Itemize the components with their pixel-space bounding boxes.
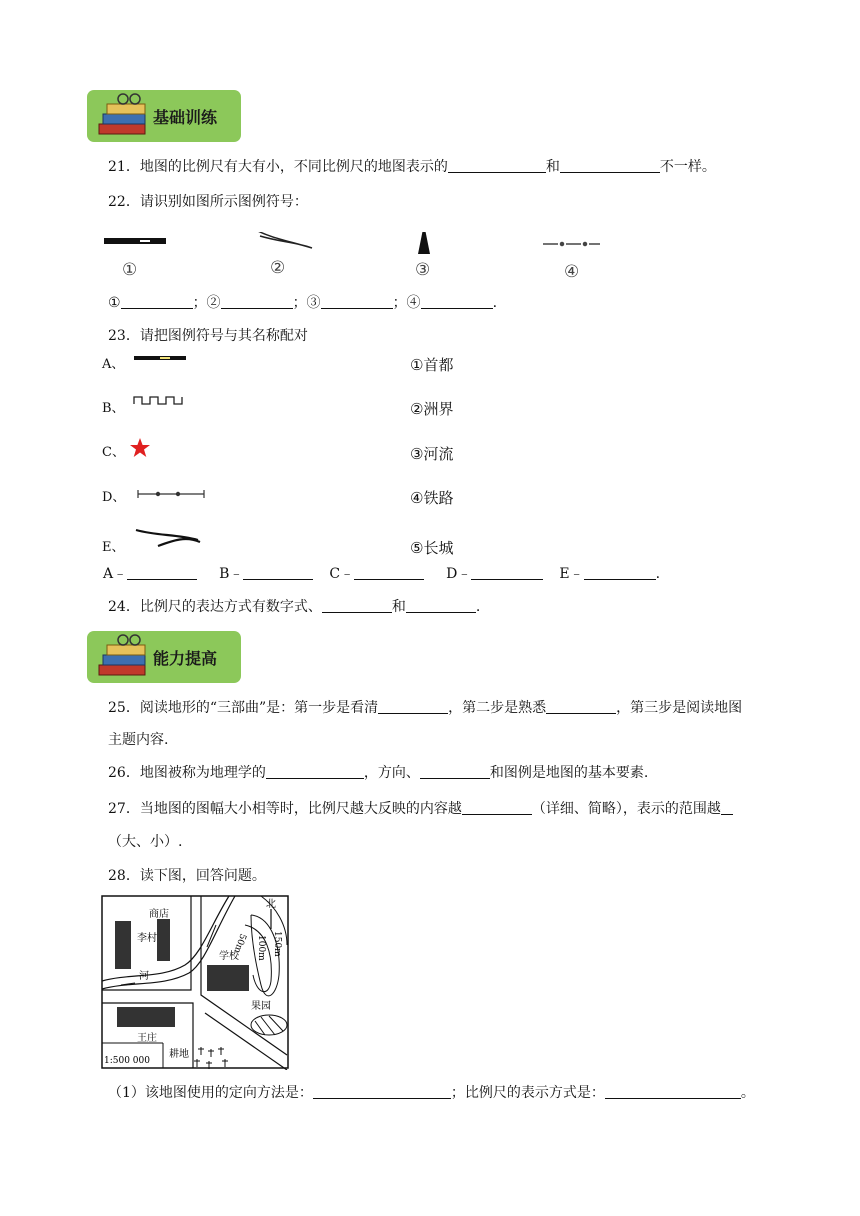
match-name: ⑤长城 xyxy=(410,539,454,557)
answer-blank[interactable] xyxy=(322,598,392,613)
match-name: ②洲界 xyxy=(410,400,454,418)
question-28: 28．读下图，回答问题。 xyxy=(108,868,266,884)
great-wall-symbol-icon xyxy=(134,356,186,360)
question-text: 和图例是地图的基本要素. xyxy=(489,765,649,781)
railway-symbol-icon xyxy=(543,243,600,246)
answer-label: A﹣ xyxy=(103,566,128,582)
question-text: ；比例尺的表示方式是： xyxy=(450,1085,605,1101)
answer-label: ；③ xyxy=(292,295,321,311)
question-text: 26．地图被称为地理学的 xyxy=(108,765,266,781)
answer-blank[interactable] xyxy=(721,800,733,815)
map-label-farmland: 耕地 xyxy=(169,1049,189,1060)
question-map xyxy=(101,895,291,1070)
road-symbol-icon xyxy=(104,238,166,244)
question-23-answers xyxy=(103,565,660,583)
question-23: 23．请把图例符号与其名称配对 xyxy=(108,328,308,344)
section-banner-advanced xyxy=(87,631,241,683)
match-letter: A、 xyxy=(102,357,125,372)
match-symbols xyxy=(128,350,218,560)
map-label-orchard: 果园 xyxy=(251,1001,271,1012)
question-text: ，第三步是阅读地图 xyxy=(616,700,743,716)
river-symbol-icon xyxy=(136,530,200,546)
answer-blank[interactable] xyxy=(243,565,313,580)
question-text: 25．阅读地形的“三部曲”是：第一步是看清 xyxy=(108,700,379,716)
question-25-cont: 主题内容. xyxy=(108,732,169,748)
answer-blank[interactable] xyxy=(448,158,546,173)
answer-blank[interactable] xyxy=(420,764,490,779)
symbol-label: ③ xyxy=(415,260,431,280)
question-text: 和 xyxy=(545,159,560,175)
map-scale-label: 1:500 000 xyxy=(104,1056,150,1066)
answer-blank[interactable] xyxy=(471,565,543,580)
river-symbol-icon xyxy=(252,232,312,248)
answer-blank[interactable] xyxy=(378,699,448,714)
map-label-wangzhuang: 王庄 xyxy=(137,1033,157,1044)
match-name: ④铁路 xyxy=(410,489,454,507)
map-label-village: 李村 xyxy=(137,933,157,944)
section-title: 能力提高 xyxy=(153,649,218,668)
answer-label: E﹣ xyxy=(559,566,584,582)
question-text: 21．地图的比例尺有大有小，不同比例尺的地图表示的 xyxy=(108,159,448,175)
match-name: ③河流 xyxy=(410,445,454,463)
answer-blank[interactable] xyxy=(605,1084,741,1099)
question-24 xyxy=(108,598,480,616)
answer-blank[interactable] xyxy=(127,565,197,580)
match-name: ①首都 xyxy=(410,356,454,374)
question-text: ，方向、 xyxy=(363,765,420,781)
answer-blank[interactable] xyxy=(546,699,616,714)
answer-label: . xyxy=(492,295,498,311)
question-27 xyxy=(108,800,733,818)
section-title: 基础训练 xyxy=(153,108,218,127)
answer-blank[interactable] xyxy=(354,565,424,580)
answer-label: B﹣ xyxy=(219,566,244,582)
question-text: 和 xyxy=(391,599,406,615)
question-text: 不一样。 xyxy=(659,159,716,175)
question-22: 22．请识别如图所示图例符号： xyxy=(108,194,308,210)
question-text: （1）该地图使用的定向方法是： xyxy=(108,1085,313,1101)
question-text: . xyxy=(475,599,481,615)
match-letter: E、 xyxy=(102,540,125,555)
match-letter: D、 xyxy=(102,490,126,505)
answer-blank[interactable] xyxy=(462,800,532,815)
question-text: ，第二步是熟悉 xyxy=(448,700,547,716)
map-label-river: 河 xyxy=(139,971,149,982)
question-21 xyxy=(108,158,716,176)
match-letter: B、 xyxy=(102,401,125,416)
answer-blank[interactable] xyxy=(584,565,656,580)
match-letter: C、 xyxy=(102,445,125,460)
answer-label: ；② xyxy=(192,295,221,311)
answer-label: D﹣ xyxy=(446,566,472,582)
answer-label: ① xyxy=(108,295,121,311)
answer-blank[interactable] xyxy=(560,158,660,173)
capital-star-icon xyxy=(130,438,150,457)
boundary-symbol-icon xyxy=(134,397,182,404)
question-text: （详细、简略），表示的范围越 xyxy=(531,801,721,817)
answer-blank[interactable] xyxy=(421,294,493,309)
books-icon xyxy=(93,92,153,142)
question-22-answers xyxy=(108,294,497,312)
question-28-sub1 xyxy=(108,1084,755,1102)
answer-blank[interactable] xyxy=(266,764,364,779)
answer-blank[interactable] xyxy=(121,294,193,309)
answer-blank[interactable] xyxy=(221,294,293,309)
map-label-north: 北 xyxy=(266,899,276,910)
answer-blank[interactable] xyxy=(406,598,476,613)
legend-symbols-row xyxy=(100,232,600,256)
symbol-label: ② xyxy=(270,258,286,278)
question-26 xyxy=(108,764,648,782)
question-25 xyxy=(108,699,742,717)
symbol-label: ④ xyxy=(564,262,580,282)
question-text: 27．当地图的图幅大小相等时，比例尺越大反映的内容越 xyxy=(108,801,462,817)
railway-dash-symbol-icon xyxy=(138,490,204,498)
section-banner-basic xyxy=(87,90,241,142)
answer-label: ；④ xyxy=(392,295,421,311)
mountain-peak-icon xyxy=(418,232,430,254)
map-label-contour-150: 150m xyxy=(272,931,282,957)
answer-label: . xyxy=(655,566,661,582)
map-label-school: 学校 xyxy=(219,951,239,962)
answer-label: C﹣ xyxy=(329,566,355,582)
answer-blank[interactable] xyxy=(313,1084,451,1099)
question-27-cont: （大、小）. xyxy=(108,834,183,850)
answer-blank[interactable] xyxy=(321,294,393,309)
symbol-label: ① xyxy=(122,260,138,280)
question-text: 。 xyxy=(740,1085,755,1101)
map-label-contour-100: 100m xyxy=(256,935,266,961)
question-text: 24．比例尺的表达方式有数字式、 xyxy=(108,599,322,615)
map-label-contour-50: 50m xyxy=(231,931,248,955)
books-icon xyxy=(93,633,153,683)
map-label-shop: 商店 xyxy=(149,909,169,920)
